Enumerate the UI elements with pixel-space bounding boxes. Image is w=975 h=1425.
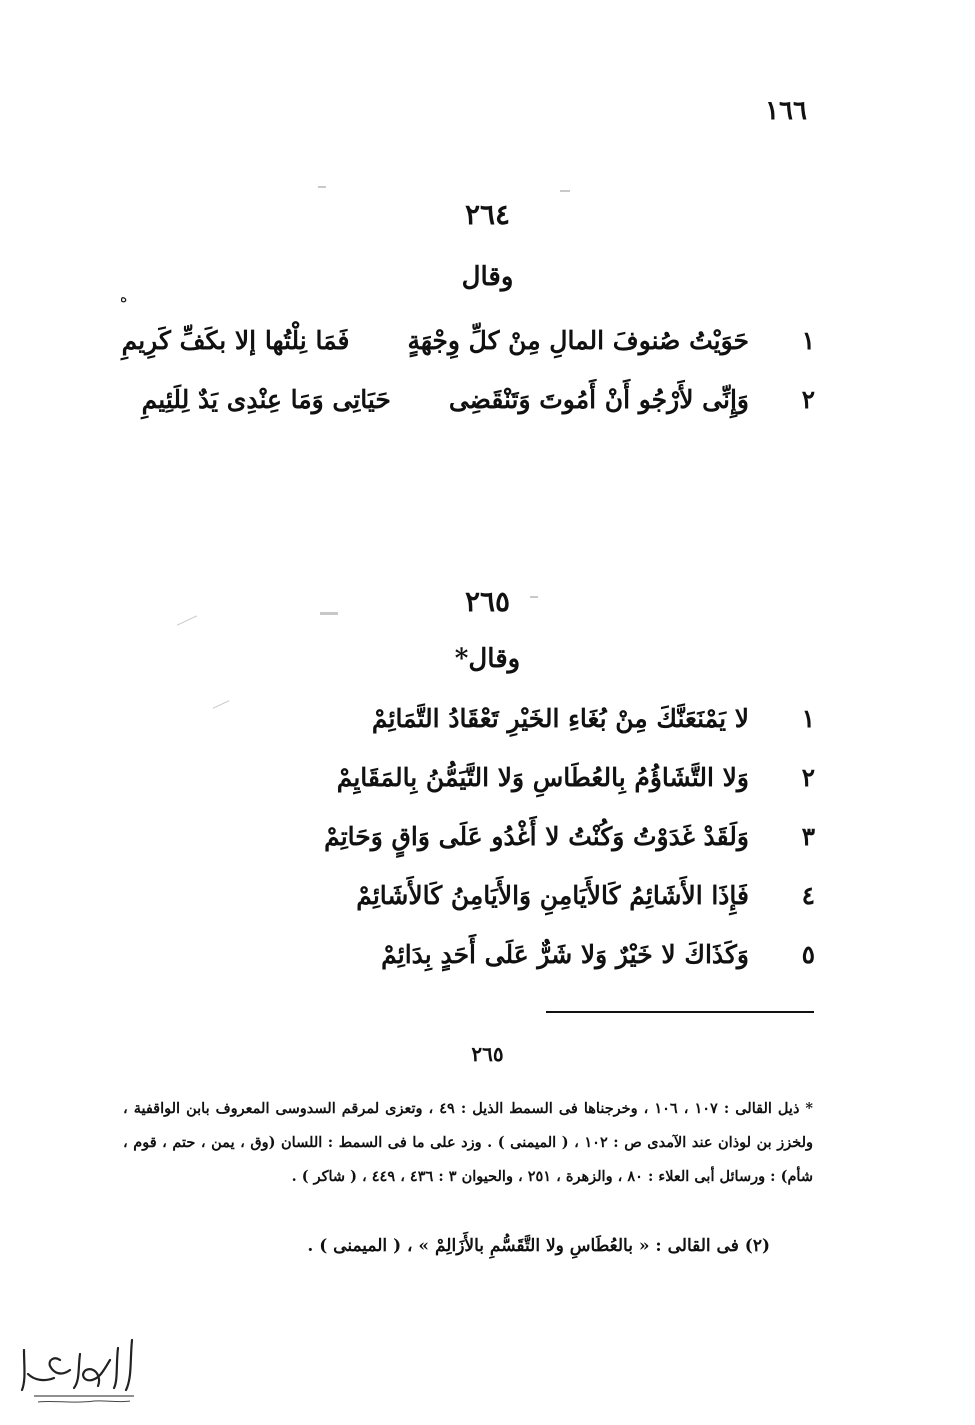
footnote-2: (٢) فى القالى : « بالعُطَاسِ ولا التَّقَسُّمِ بالأَزَالِمْ » ، ( الميمنى ) . [307, 1236, 770, 1256]
poem-title: وقال* [454, 644, 521, 674]
stray-mark: ه [120, 290, 128, 306]
poem-number: ٢٦٥ [464, 585, 511, 618]
verse-number: ١ [801, 704, 815, 733]
verse-number: ٣ [801, 822, 815, 851]
verse-line [324, 822, 815, 851]
footnote-poem-number: ٢٦٥ [471, 1042, 504, 1066]
verse-number: ٤ [801, 881, 815, 910]
verse-first-hemistich: وَإِنِّى لأَرْجُو أَنْ أَمُوتَ وَتَنْقَضِى [448, 385, 749, 414]
verse-second-hemistich: فَمَا نِلْتُها إلا بكَفِّ كَرِيمِ [121, 326, 350, 355]
verse-text: فَإِذَا الأَشَائِمُ كَالأَيَامِنِ وَالأَيَامِنُ كَالأَشَائِمْ [356, 881, 749, 910]
verse-line [381, 940, 815, 969]
footnote-star: * ذيل القالى : ١٠٧ ، ١٠٦ ، وخرجناها فى السمط الذيل : ٤٩ ، وتعزى لمرقم السدوسى المعروف بابن الواقفية ، ولخزز بن لوذان عند الآمدى ص : ١٠٢ ، ( الميمنى ) . وزد على ما فى السمط : اللسان (وق ، يمن ، حتم ، قوم ، شأم) : ورسائل أبى العلاء : ٨٠ ، والزهرة ، ٢٥١ ، والحيوان ٣ : ٤٣٦ ، ٤٤٩ ، ( شاكر ) . [123, 1100, 813, 1185]
library-stamp [14, 1330, 142, 1408]
verse-text: وَكَذَاكَ لا خَيْرٌ وَلا شَرٌّ عَلَى أَحَدٍ بِدَائِمْ [381, 940, 749, 969]
poem-number: ٢٦٤ [464, 198, 511, 231]
page-number: ١٦٦ [765, 96, 807, 126]
verse-line [142, 385, 815, 414]
verse-line [372, 704, 815, 733]
verse-number: ٢ [801, 763, 815, 792]
poem-title: وقال [461, 262, 514, 292]
verse-text: وَلَقَدْ غَدَوْتُ وَكُنْتُ لا أَغْدُو عَلَى وَاقٍ وَحَاتِمْ [324, 822, 749, 851]
verse-first-hemistich: حَوَيْتُ صُنوفَ المالِ مِنْ كلِّ وِجْهَةٍ [407, 326, 749, 355]
verse-number: ٢ [801, 385, 815, 414]
footnote-separator [546, 1011, 814, 1013]
verse-text: لا يَمْنَعَنَّكَ مِنْ بُغَاءِ الخَيْرِ تَعْقَادُ التَّمَائِمْ [371, 704, 749, 733]
verse-number: ٥ [801, 940, 815, 969]
verse-text: وَلا التَّشَاؤُمُ بِالعُطَاسِ وَلا التَّيَمُّنُ بِالمَقَايِمْ [336, 763, 749, 792]
verse-second-hemistich: حَيَاتِى وَمَا عِنْدِى يَدٌ لِلَئِيمِ [141, 385, 391, 414]
verse-line [356, 881, 815, 910]
verse-number: ١ [801, 326, 815, 355]
verse-line [337, 763, 815, 792]
verse-line [122, 326, 815, 355]
